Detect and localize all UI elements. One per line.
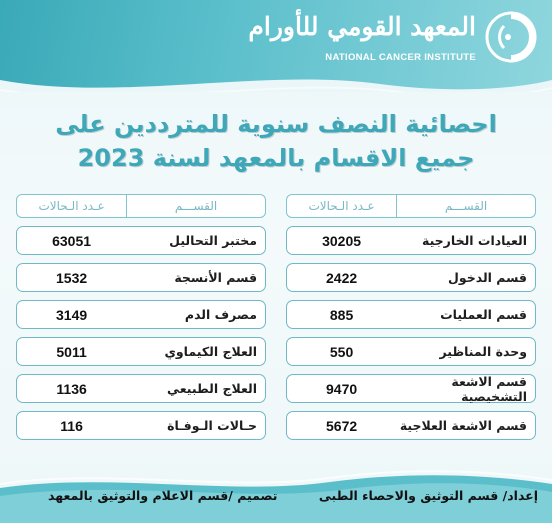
column-header-department: القســـم xyxy=(396,195,535,217)
table-header xyxy=(16,194,266,218)
department-name: مصرف الدم xyxy=(184,307,257,322)
table-row xyxy=(16,411,266,440)
header-banner xyxy=(0,0,552,92)
table-row xyxy=(286,337,536,366)
table-row xyxy=(286,300,536,329)
table-header xyxy=(286,194,536,218)
table-row xyxy=(286,226,536,255)
case-count: 5672 xyxy=(326,417,358,434)
table-row xyxy=(286,411,536,440)
case-count: 63051 xyxy=(52,232,92,249)
institute-logo-icon xyxy=(484,10,538,64)
table-row xyxy=(16,226,266,255)
table-row xyxy=(16,300,266,329)
stats-table-right xyxy=(286,194,536,440)
department-name: العلاج الكيماوي xyxy=(164,344,257,359)
page-title-line2: جميع الاقسام بالمعهد لسنة 2023 xyxy=(77,144,475,172)
designed-by-credit: تصميم /قسم الاعلام والتوثيق بالمعهد xyxy=(48,488,278,503)
case-count: 885 xyxy=(329,306,354,323)
table-row xyxy=(16,337,266,366)
department-name: قسم الاشعة العلاجية xyxy=(399,418,527,433)
department-name: قسم الدخول xyxy=(448,270,527,285)
case-count: 5011 xyxy=(56,343,87,360)
department-name: حـالات الـوفـاة xyxy=(167,418,257,433)
column-header-count: عـدد الـحالات xyxy=(38,199,105,213)
column-header-department: القســـم xyxy=(126,195,265,217)
logo-english-text: NATIONAL CANCER INSTITUTE xyxy=(325,52,476,63)
case-count: 3149 xyxy=(56,306,88,323)
case-count: 1532 xyxy=(56,269,88,286)
case-count: 1136 xyxy=(56,380,87,397)
case-count: 116 xyxy=(60,417,83,434)
stats-table-left xyxy=(16,194,266,440)
case-count: 2422 xyxy=(326,269,358,286)
header-wave xyxy=(0,62,552,92)
department-name: مختبر التحاليل xyxy=(169,233,257,248)
case-count: 550 xyxy=(329,343,354,360)
table-row xyxy=(16,374,266,403)
table-row xyxy=(16,263,266,292)
prepared-by-credit: إعداد/ قسم التوثيق والاحصاء الطبى xyxy=(318,488,538,503)
table-row xyxy=(286,374,536,403)
department-name: العيادات الخارجية xyxy=(421,233,527,248)
department-name: قسم العمليات xyxy=(440,307,527,322)
case-count: 9470 xyxy=(326,380,358,397)
department-name: قسم الاشعة التشخيصية xyxy=(451,373,527,404)
department-name: وحدة المناظير xyxy=(439,344,527,359)
logo-arabic-text: المعهد القومي للأورام xyxy=(248,12,476,41)
column-header-count: عـدد الـحالات xyxy=(308,199,375,213)
page-title-line1: احصائية النصف سنوية للمترددين على xyxy=(55,110,497,138)
department-name: قسم الأنسجة xyxy=(174,270,257,285)
table-row xyxy=(286,263,536,292)
department-name: العلاج الطبيعي xyxy=(167,381,257,396)
case-count: 30205 xyxy=(322,232,362,249)
